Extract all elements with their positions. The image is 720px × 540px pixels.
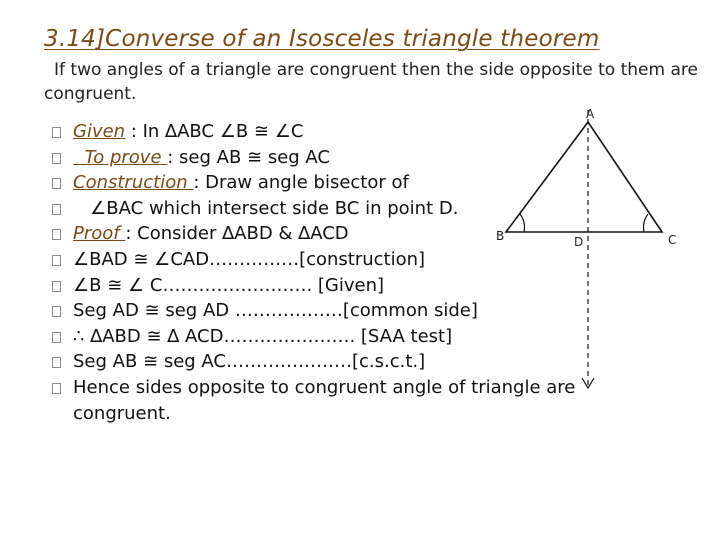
bullet-box-icon bbox=[52, 127, 61, 138]
step-text: Seg AD ≅ seg AD ………………[common side] bbox=[73, 300, 478, 322]
proof-label: Proof bbox=[73, 223, 126, 245]
bullet-box-icon bbox=[52, 153, 61, 164]
bullet-box-icon bbox=[52, 306, 61, 317]
vertex-b-label: B bbox=[496, 229, 505, 243]
step-text: Seg AB ≅ seg AC…………………[c.s.c.t.] bbox=[73, 351, 426, 373]
triangle-diagram bbox=[486, 104, 686, 404]
bullet-box-icon bbox=[52, 357, 61, 368]
step-text: ∴ ∆ABD ≅ ∆ ACD…………………. [SAA test] bbox=[73, 325, 453, 347]
to-prove-label: To prove bbox=[73, 146, 168, 168]
bullet-box-icon bbox=[52, 229, 61, 240]
bullet-box-icon bbox=[52, 332, 61, 343]
bullet-box-icon bbox=[52, 204, 61, 215]
proof-text: : Consider ∆ABD & ∆ACD bbox=[125, 223, 349, 245]
given-label: Given bbox=[73, 121, 126, 142]
to-prove-text: : seg AB ≅ seg AC bbox=[167, 146, 330, 168]
vertex-a-label: A bbox=[586, 107, 595, 121]
angle-c-arc bbox=[644, 214, 649, 232]
bullet-box-icon bbox=[52, 255, 61, 266]
vertex-c-label: C bbox=[668, 233, 677, 247]
bullet-box-icon bbox=[52, 383, 61, 394]
step-text: ∠B ≅ ∠ C……………………. [Given] bbox=[73, 274, 385, 296]
given-text: : In ∆ABC ∠B ≅ ∠C bbox=[125, 121, 304, 142]
bullet-box-icon bbox=[52, 178, 61, 189]
step-text: ∠BAD ≅ ∠CAD……………[construction] bbox=[73, 248, 426, 270]
point-d-label: D bbox=[574, 235, 584, 249]
theorem-statement: If two angles of a triangle are congruent then the side opposite to them are congruent. bbox=[44, 60, 698, 104]
construction-cont-text: ∠BAC which intersect side BC in point D. bbox=[73, 197, 459, 219]
angle-b-arc bbox=[520, 214, 525, 232]
slide-title: 3.14]Converse of an Isosceles triangle theorem bbox=[44, 26, 600, 52]
triangle-abc bbox=[506, 122, 662, 232]
bullet-box-icon bbox=[52, 281, 61, 292]
construction-text: : Draw angle bisector of bbox=[193, 172, 409, 194]
conclusion-text: Hence sides opposite to congruent angle of triangle are congruent. bbox=[73, 376, 576, 424]
construction-label: Construction bbox=[73, 172, 194, 194]
